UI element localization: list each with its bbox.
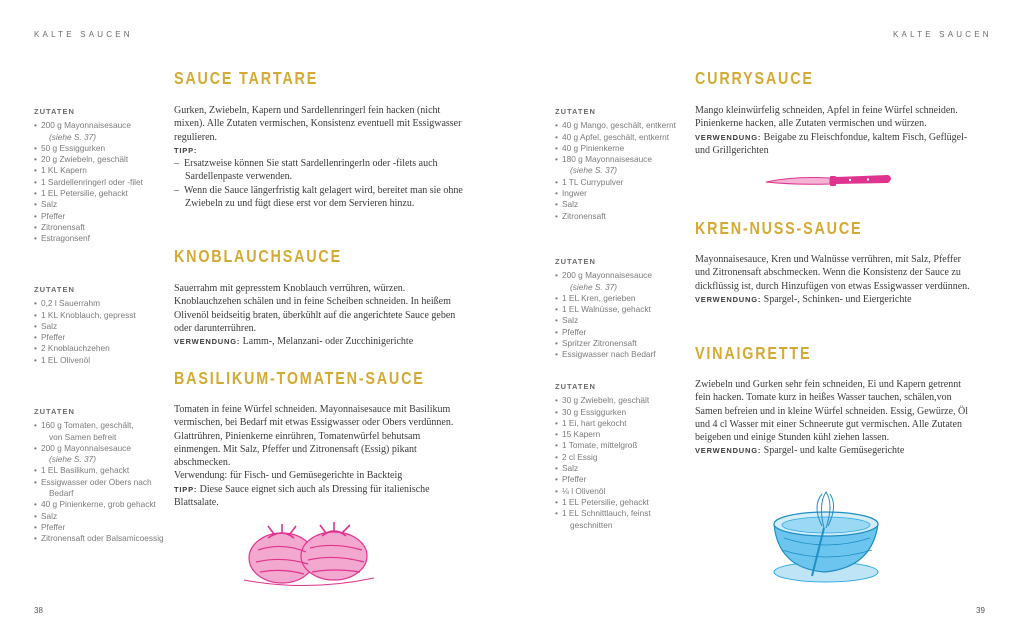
ingredient-item: (siehe S. 37) <box>570 281 618 292</box>
ingredient-item: • 1 EL Petersilie, gehackt <box>555 497 651 508</box>
ingredient-item: • 40 g Pinienkerne <box>555 143 676 154</box>
ingredients-kren <box>555 256 656 361</box>
tipp-text: Diese Sauce eignet sich auch als Dressing für italienische Blattsalate. <box>174 483 430 509</box>
tomatoes-illustration <box>238 520 378 590</box>
verwendung-label: VERWENDUNG: <box>695 294 762 304</box>
ingredient-item: • 1 EL Walnüsse, gehackt <box>555 304 656 315</box>
recipe-text-basilikum <box>174 403 466 509</box>
ingredient-item: • Salz <box>34 199 143 210</box>
ingredient-item: • 40 g Mango, geschält, entkernt <box>555 120 676 131</box>
method-text: Mango kleinwürfelig schneiden, Apfel in feine Würfel schneiden. Pinienkerne hacken, alle Zutaten vermischen und würzen. <box>695 105 958 130</box>
page-number-left: 38 <box>34 606 43 615</box>
ingredient-item: • 1 EL Petersilie, gehackt <box>34 188 143 199</box>
zutaten-label: ZUTATEN <box>34 285 75 294</box>
verwendung-text: Spargel- und kalte Gemüsegerichte <box>761 445 905 457</box>
ingredients-basilikum <box>34 406 164 545</box>
recipe-title-basilikum: BASILIKUM-TOMATEN-SAUCE <box>174 368 425 388</box>
ingredient-item: • Ingwer <box>555 188 676 199</box>
tipp-label: TIPP: <box>174 145 198 155</box>
ingredients-knoblauch <box>34 284 136 366</box>
ingredient-item: • 15 Kapern <box>555 429 651 440</box>
ingredient-item: • 40 g Apfel, geschält, entkernt <box>555 132 676 143</box>
ingredient-item: • Essigwasser nach Bedarf <box>555 349 656 360</box>
knife-illustration <box>764 170 896 192</box>
ingredient-item: • 1 EL Schnittlauch, feinst <box>555 508 651 519</box>
ingredient-item: • 1 KL Kapern <box>34 165 143 176</box>
ingredient-item: • 200 g Mayonnaisesauce <box>34 120 143 131</box>
recipe-title-curry: CURRYSAUCE <box>695 68 814 88</box>
recipe-text-vinaigrette <box>695 378 977 458</box>
method-text: Gurken, Zwiebeln, Kapern und Sardellenringerl fein hacken (nicht mixen). Alle Zutaten vermischen, Konsistenz eventuell mit Essigwasser regulieren. <box>174 105 462 143</box>
running-head-right: KALTE SAUCEN <box>893 30 992 39</box>
ingredient-item: • 1 Sardellenringerl oder -filet <box>34 177 143 188</box>
ingredient-item: • Salz <box>555 199 676 210</box>
verwendung-label: VERWENDUNG: <box>695 446 762 456</box>
recipe-title-vinaigrette: VINAIGRETTE <box>695 343 812 363</box>
zutaten-label: ZUTATEN <box>555 382 596 391</box>
tipp-item: – Ersatzweise können Sie statt Sardellenringerln oder -filets auch Sardellenpaste verwenden. <box>174 158 438 183</box>
recipe-text-knoblauch <box>174 282 466 348</box>
ingredient-item: • 200 g Mayonnaisesauce <box>555 270 656 281</box>
ingredient-item: • 1 EL Basilikum, gehackt <box>34 465 164 476</box>
ingredient-item: • 20 g Zwiebeln, geschält <box>34 154 143 165</box>
ingredient-item: • 180 g Mayonnaisesauce <box>555 154 676 165</box>
ingredient-item: • Pfeffer <box>34 211 143 222</box>
verwendung-line <box>695 131 977 158</box>
ingredient-item: • 40 g Pinienkerne, grob gehackt <box>34 499 164 510</box>
ingredient-item: • 30 g Essiggurken <box>555 407 651 418</box>
recipe-title-kren: KREN-NUSS-SAUCE <box>695 218 863 238</box>
ingredients-curry <box>555 106 676 222</box>
ingredient-item: • 160 g Tomaten, geschält, <box>34 420 164 431</box>
bowl-whisk-icon <box>760 488 890 588</box>
ingredients-vinaigrette <box>555 381 651 531</box>
method-text: Tomaten in feine Würfel schneiden. Mayonnaisesauce mit Basilikum vermischen, bei Bedarf mit etwas Essigwasser oder Obers verdünnen. Glattrühren, Pinienkerne einrühren, Tomatenwürfel behutsam einmengen. Mit Salz, Pfeffer und Zitronensaft (Essig) pikant abschmecken. <box>174 404 454 469</box>
knife-icon <box>764 170 896 192</box>
ingredient-item: • 2 Knoblauchzehen <box>34 343 136 354</box>
zutaten-label: ZUTATEN <box>34 407 75 416</box>
recipe-text-tartare <box>174 104 466 210</box>
zutaten-label: ZUTATEN <box>34 107 75 116</box>
ingredient-item: • Salz <box>555 463 651 474</box>
ingredient-item: • Pfeffer <box>555 327 656 338</box>
zutaten-label: ZUTATEN <box>555 107 596 116</box>
ingredient-item: • 1 Tomate, mittelgroß <box>555 440 651 451</box>
tipp-line <box>174 483 466 510</box>
ingredient-item: • ⅛ l Olivenöl <box>555 486 651 497</box>
ingredient-item: • Pfeffer <box>555 474 651 485</box>
ingredient-item: (siehe S. 37) <box>49 454 97 465</box>
ingredient-item: • 200 g Mayonnaisesauce <box>34 443 164 454</box>
ingredient-item: • Pfeffer <box>34 332 136 343</box>
ingredient-item: • 1 Ei, hart gekocht <box>555 418 651 429</box>
ingredients-tartare <box>34 106 143 245</box>
verwendung-text: Spargel-, Schinken- und Eiergerichte <box>761 293 912 305</box>
ingredient-item: (siehe S. 37) <box>49 131 97 142</box>
ingredient-item: • Zitronensaft oder Balsamicoessig <box>34 533 164 544</box>
method-text: Mayonnaisesauce, Kren und Walnüsse verrühren, mit Salz, Pfeffer und Zitronensaft abschmecken. Wenn die Konsistenz der Sauce zu dickflüssig ist, durch Hinzufügen von etwas Essigwasser verdünnen. <box>695 254 970 292</box>
ingredient-item: • Pfeffer <box>34 522 164 533</box>
ingredient-item: • Estragonsenf <box>34 233 143 244</box>
zutaten-label: ZUTATEN <box>555 257 596 266</box>
method-text: Zwiebeln und Gurken sehr fein schneiden, Ei und Kapern getrennt fein hacken. Tomate kurz in heißes Wasser tauchen, schälen,von Samen befreien und in kleine Würfel schneiden. Essig, Gewürze, Öl und 4 cl Wasser mit einer Schneerute gut vermischen. Alle Zutaten beigeben und einige Stunden kühl ziehen lassen. <box>695 379 969 444</box>
ingredient-item: • Salz <box>34 511 164 522</box>
verwendung-line <box>695 293 977 306</box>
bowl-whisk-illustration <box>760 488 890 588</box>
tipp-label: TIPP: <box>174 484 198 494</box>
verwendung-text: Verwendung: für Fisch- und Gemüsegerichte in Backteig <box>174 470 403 482</box>
ingredient-item: • 0,2 l Sauerrahm <box>34 298 136 309</box>
verwendung-label: VERWENDUNG: <box>174 337 241 347</box>
verwendung-line <box>174 335 466 348</box>
ingredient-item: • Salz <box>34 321 136 332</box>
verwendung-label: VERWENDUNG: <box>695 132 762 142</box>
verwendung-text: Beigabe zu Fleischfondue, kaltem Fisch, Geflügel- und Grillgerichten <box>695 131 968 156</box>
recipe-text-curry <box>695 104 977 157</box>
ingredient-item: • 50 g Essiggurken <box>34 143 143 154</box>
ingredient-item: • 2 cl Essig <box>555 452 651 463</box>
verwendung-text: Lamm-, Melanzani- oder Zucchinigerichte <box>240 336 414 348</box>
ingredient-item: • 1 KL Knoblauch, gepresst <box>34 310 136 321</box>
page-number-right: 39 <box>976 606 985 615</box>
tomatoes-icon <box>238 520 378 590</box>
ingredient-item: von Samen befreit <box>49 431 117 442</box>
tipp-text: Ersatzweise können Sie statt Sardellenringerln oder -filets auch Sardellenpaste verwenden. <box>184 158 438 183</box>
tipp-text: Wenn die Sauce längerfristig kalt gelagert wird, bereitet man sie ohne Zwiebeln zu und fügt diese erst vor dem Servieren hinzu. <box>184 184 463 210</box>
ingredient-item: geschnitten <box>570 519 613 530</box>
ingredient-item: Bedarf <box>49 488 74 499</box>
recipe-title-tartare: SAUCE TARTARE <box>174 68 319 88</box>
ingredient-item: • 1 EL Kren, gerieben <box>555 293 656 304</box>
verwendung-line <box>695 444 977 457</box>
ingredient-item: • Spritzer Zitronensaft <box>555 338 656 349</box>
tipp-item: – Wenn die Sauce längerfristig kalt gelagert wird, bereitet man sie ohne Zwiebeln zu und fügt diese erst vor dem Servieren hinzu. <box>174 184 463 210</box>
ingredient-item: (siehe S. 37) <box>570 165 618 176</box>
ingredient-item: • Salz <box>555 315 656 326</box>
ingredient-item: • 30 g Zwiebeln, geschält <box>555 395 651 406</box>
recipe-text-kren <box>695 253 977 306</box>
running-head-left: KALTE SAUCEN <box>34 30 133 39</box>
ingredient-item: • Essigwasser oder Obers nach <box>34 477 164 488</box>
recipe-title-knoblauch: KNOBLAUCHSAUCE <box>174 246 342 266</box>
ingredient-item: • 1 TL Currypulver <box>555 177 676 188</box>
ingredient-item: • Zitronensaft <box>34 222 143 233</box>
ingredient-item: • 1 EL Olivenöl <box>34 355 136 366</box>
ingredient-item: • Zitronensaft <box>555 211 676 222</box>
method-text: Sauerrahm mit gepresstem Knoblauch verrühren, würzen. Knoblauchzehen schälen und in feine Scheiben schneiden. In heißem Olivenöl beidseitig braten, überkühlt auf die angerichtete Sauce geben oder darunterrühren. <box>174 283 456 334</box>
